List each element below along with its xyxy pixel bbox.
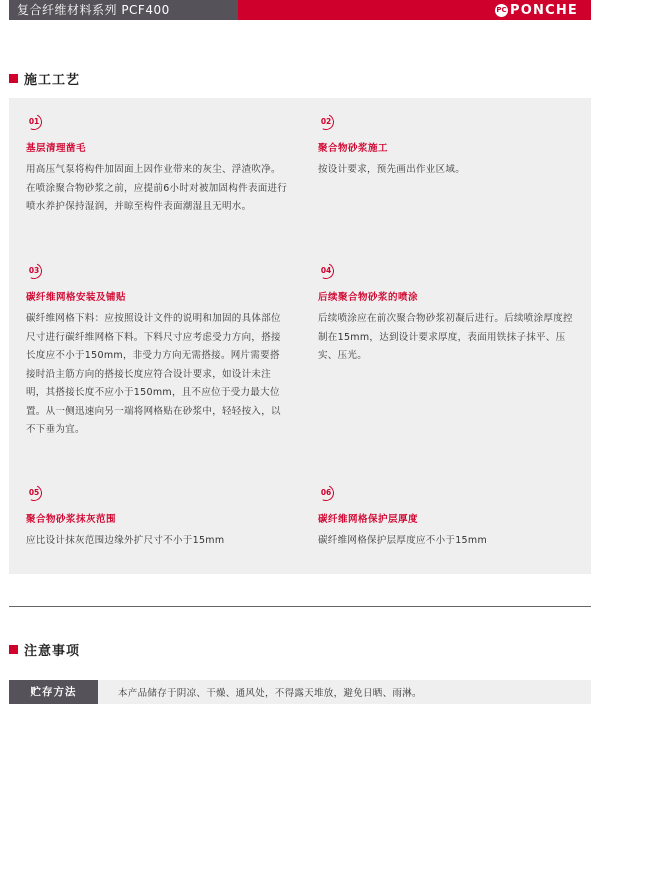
step-title: 碳纤维网格安装及铺贴 <box>26 292 127 303</box>
step-04 <box>318 263 580 366</box>
step-number-badge: 03 <box>24 261 45 282</box>
step-05 <box>26 485 288 551</box>
section-heading: 注意事项 <box>24 644 81 659</box>
step-title: 基层清理凿毛 <box>26 143 87 154</box>
step-body: 按设计要求，预先画出作业区域。 <box>318 164 466 175</box>
step-01 <box>26 114 288 217</box>
step-body: 碳纤维网格下料：应按照设计文件的说明和加固的具体部位尺寸进行碳纤维网格下料。下料尺寸应考虑受力方向，搭接长度应不小于150mm，非受力方向无需搭接。网片需要搭接时沿主筋方向的搭接长度应符合设计要求，如设计未注明，其搭接长度不应小于150mm，且不应位于受力最大位置。从一侧迅速向另一端将网格贴在砂浆中，轻轻按入，以不下垂为宜。 <box>26 313 281 435</box>
step-number-badge: 05 <box>24 483 45 504</box>
step-body: 用高压气泵将构件加固面上因作业带来的灰尘、浮渣吹净。在喷涂聚合物砂浆之前，应提前6小时对被加固构件表面进行喷水养护保持湿润，并晾至构件表面潮湿且无明水。 <box>26 164 288 212</box>
brand-bar <box>238 0 591 20</box>
storage-text: 本产品储存于阴凉、干燥、通风处，不得露天堆放，避免日晒、雨淋。 <box>118 688 422 699</box>
section-heading: 施工工艺 <box>24 73 81 88</box>
step-body: 碳纤维网格保护层厚度应不小于15mm <box>318 535 487 546</box>
step-03 <box>26 263 288 440</box>
step-02 <box>318 114 580 180</box>
brand-mark-icon: PC <box>495 4 508 17</box>
step-number-badge: 04 <box>316 261 337 282</box>
ponche-logo <box>495 2 578 18</box>
step-06 <box>318 485 580 551</box>
series-label: 复合纤维材料系列 PCF400 <box>9 0 238 20</box>
step-body: 应比设计抹灰范围边缘外扩尺寸不小于15mm <box>26 535 225 546</box>
page-header <box>9 0 591 20</box>
storage-label: 贮存方法 <box>9 680 98 704</box>
step-number-badge: 02 <box>316 112 337 133</box>
section-construction-title <box>9 69 80 88</box>
step-title: 聚合物砂浆抹灰范围 <box>26 514 117 525</box>
step-number-badge: 06 <box>316 483 337 504</box>
square-bullet-icon <box>9 645 18 654</box>
step-number-badge: 01 <box>24 112 45 133</box>
brand-name: PONCHE <box>510 2 578 18</box>
section-divider <box>9 606 591 607</box>
step-title: 后续聚合物砂浆的喷涂 <box>318 292 419 303</box>
square-bullet-icon <box>9 74 18 83</box>
step-title: 碳纤维网格保护层厚度 <box>318 514 419 525</box>
step-title: 聚合物砂浆施工 <box>318 143 389 154</box>
step-body: 后续喷涂应在前次聚合物砂浆初凝后进行。后续喷涂厚度控制在15mm，达到设计要求厚度，表面用铁抹子抹平、压实、压光。 <box>318 313 573 361</box>
steps-panel <box>9 98 591 574</box>
section-notes-title <box>9 640 80 659</box>
storage-row <box>9 680 591 704</box>
